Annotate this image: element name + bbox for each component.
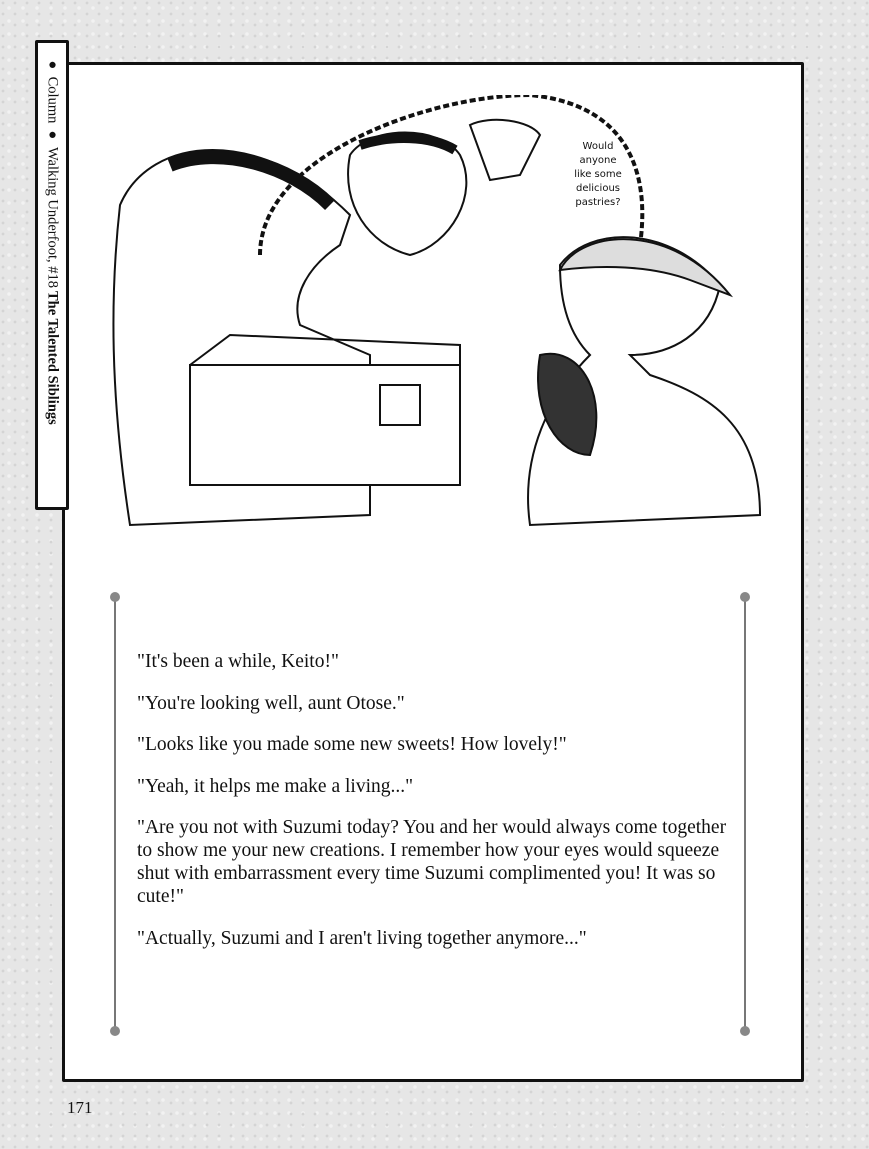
page-number: 171 bbox=[67, 1098, 93, 1117]
paragraph: "Looks like you made some new sweets! How lovely!" bbox=[137, 734, 567, 755]
hat bbox=[560, 239, 730, 295]
paragraph: "Actually, Suzumi and I aren't living together anymore..." bbox=[137, 927, 587, 949]
bubble-line: anyone bbox=[579, 155, 617, 166]
illustration bbox=[110, 95, 780, 545]
speech-bubble bbox=[568, 140, 628, 210]
hand bbox=[538, 354, 596, 455]
chapter-title: The Talented Siblings bbox=[44, 291, 61, 426]
body-text bbox=[137, 650, 737, 968]
series-label: Walking Underfoot, #18 bbox=[44, 146, 61, 288]
paragraph: "Are you not with Suzumi today? You and her would always come together to show me your new creations. I remember how your eyes would squeeze shut with embarrassment every time Suzumi complimented you! It was so cute!" bbox=[137, 817, 727, 907]
paragraph: "You're looking well, aunt Otose." bbox=[137, 692, 405, 714]
bubble-line: delicious bbox=[576, 183, 620, 194]
paragraph: "Yeah, it helps me make a living..." bbox=[137, 775, 414, 797]
column-label: ● Column ● bbox=[44, 57, 61, 143]
badger-small bbox=[470, 120, 540, 180]
right-bracket bbox=[742, 592, 748, 1036]
badger-left-stripe bbox=[170, 157, 330, 205]
side-tab bbox=[35, 40, 69, 510]
side-tab-text bbox=[44, 57, 61, 425]
bubble-line: pastries? bbox=[575, 197, 621, 208]
left-bracket bbox=[112, 592, 118, 1036]
paragraph: "It's been a while, Keito!" bbox=[137, 651, 339, 672]
bubble-line: like some bbox=[574, 169, 622, 180]
bubble-line: Would bbox=[582, 141, 614, 152]
